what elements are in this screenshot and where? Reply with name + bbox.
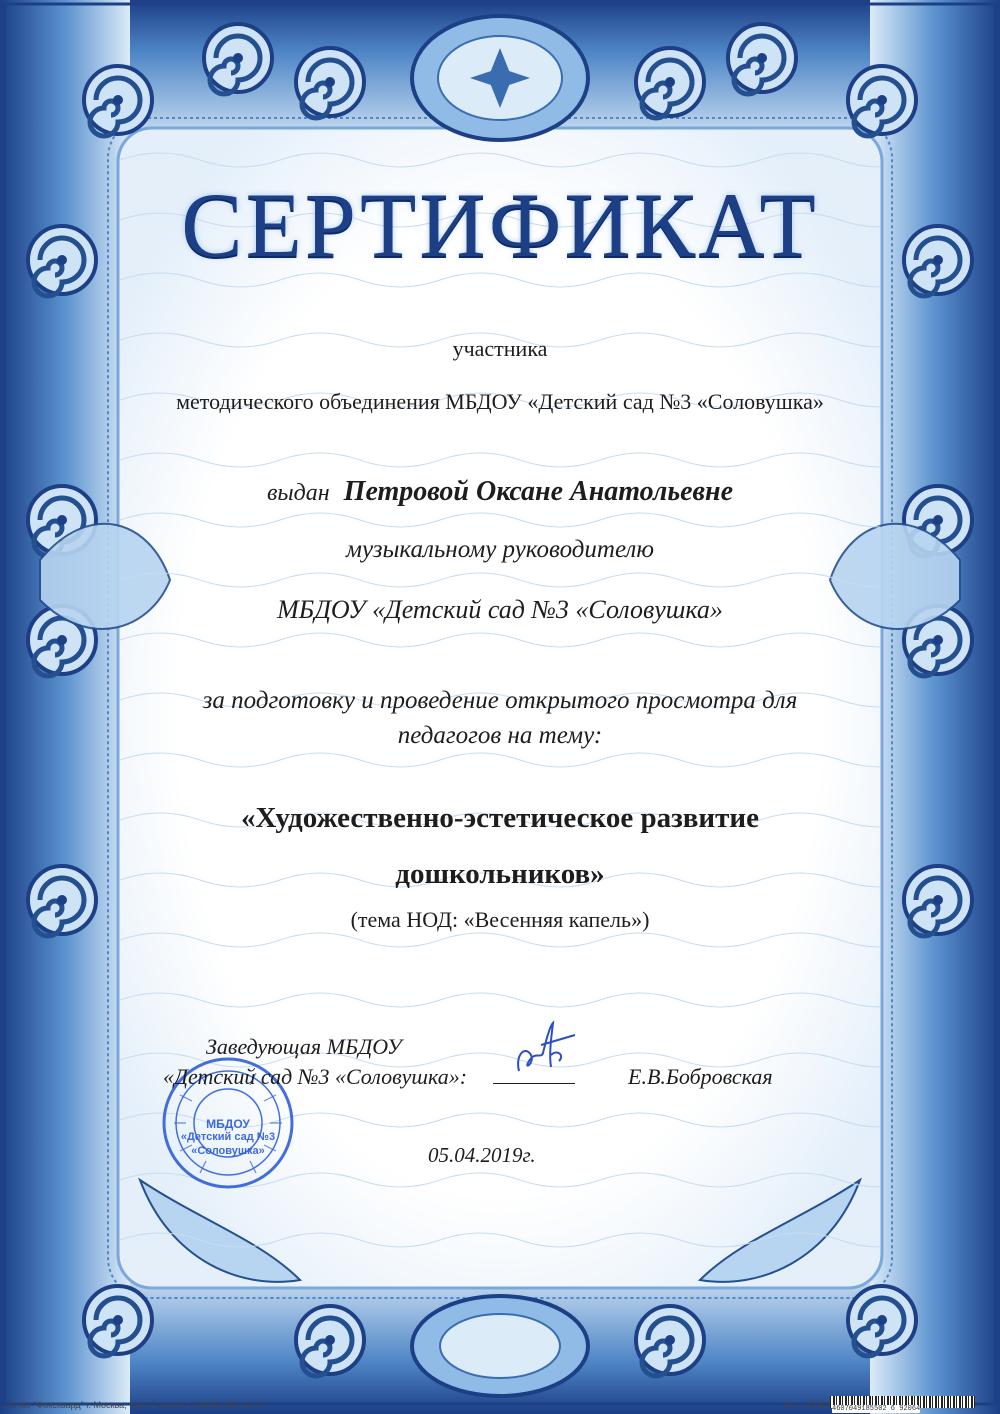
signatory-role-1: Заведующая МБДОУ <box>206 1034 402 1059</box>
topic-line-2: дошкольников» <box>395 858 605 890</box>
signatory-name: Е.В.Бобровская <box>628 1064 773 1089</box>
stamp-line-1: МБДОУ <box>206 1117 250 1131</box>
barcode-number: 4607049185502 6 92064 <box>832 1405 921 1413</box>
handwritten-signature <box>505 1015 585 1085</box>
signatory-role-2: «Детский сад №3 «Соловушка»: <box>163 1064 468 1089</box>
printer-info: ...оство "Фоксквард" г. Москва, www.Foxcard.ru 8(495) 987-43-77 <box>0 1400 266 1410</box>
issued-label: выдан <box>266 480 330 506</box>
topic-line-1: «Художественно-эстетическое развитие <box>241 802 759 834</box>
certificate-title: СЕРТИФИКАТ <box>181 174 819 276</box>
recipient-institution: МБДОУ «Детский сад №3 «Соловушка» <box>277 595 723 624</box>
recipient-position: музыкальному руководителю <box>346 536 654 563</box>
stamp-line-3: «Соловушка» <box>191 1145 265 1157</box>
stamp-line-2: «Детский сад №3 <box>180 1131 276 1143</box>
issue-date: 05.04.2019г. <box>428 1143 536 1167</box>
reason-line-2: педагогов на тему: <box>397 722 603 749</box>
issued-line <box>0 476 1000 508</box>
reason-line-1: за подготовку и проведение открытого просмотра для <box>202 687 798 714</box>
topic-note: (тема НОД: «Весенняя капель») <box>350 907 650 932</box>
participant-label: участника <box>452 336 548 361</box>
recipient-name: Петровой Оксане Анатольевне <box>343 476 734 507</box>
article-number: Арт.: 92064 <box>783 1400 830 1410</box>
association-line: методического объединения МБДОУ «Детский сад №3 «Соловушка» <box>176 389 824 414</box>
